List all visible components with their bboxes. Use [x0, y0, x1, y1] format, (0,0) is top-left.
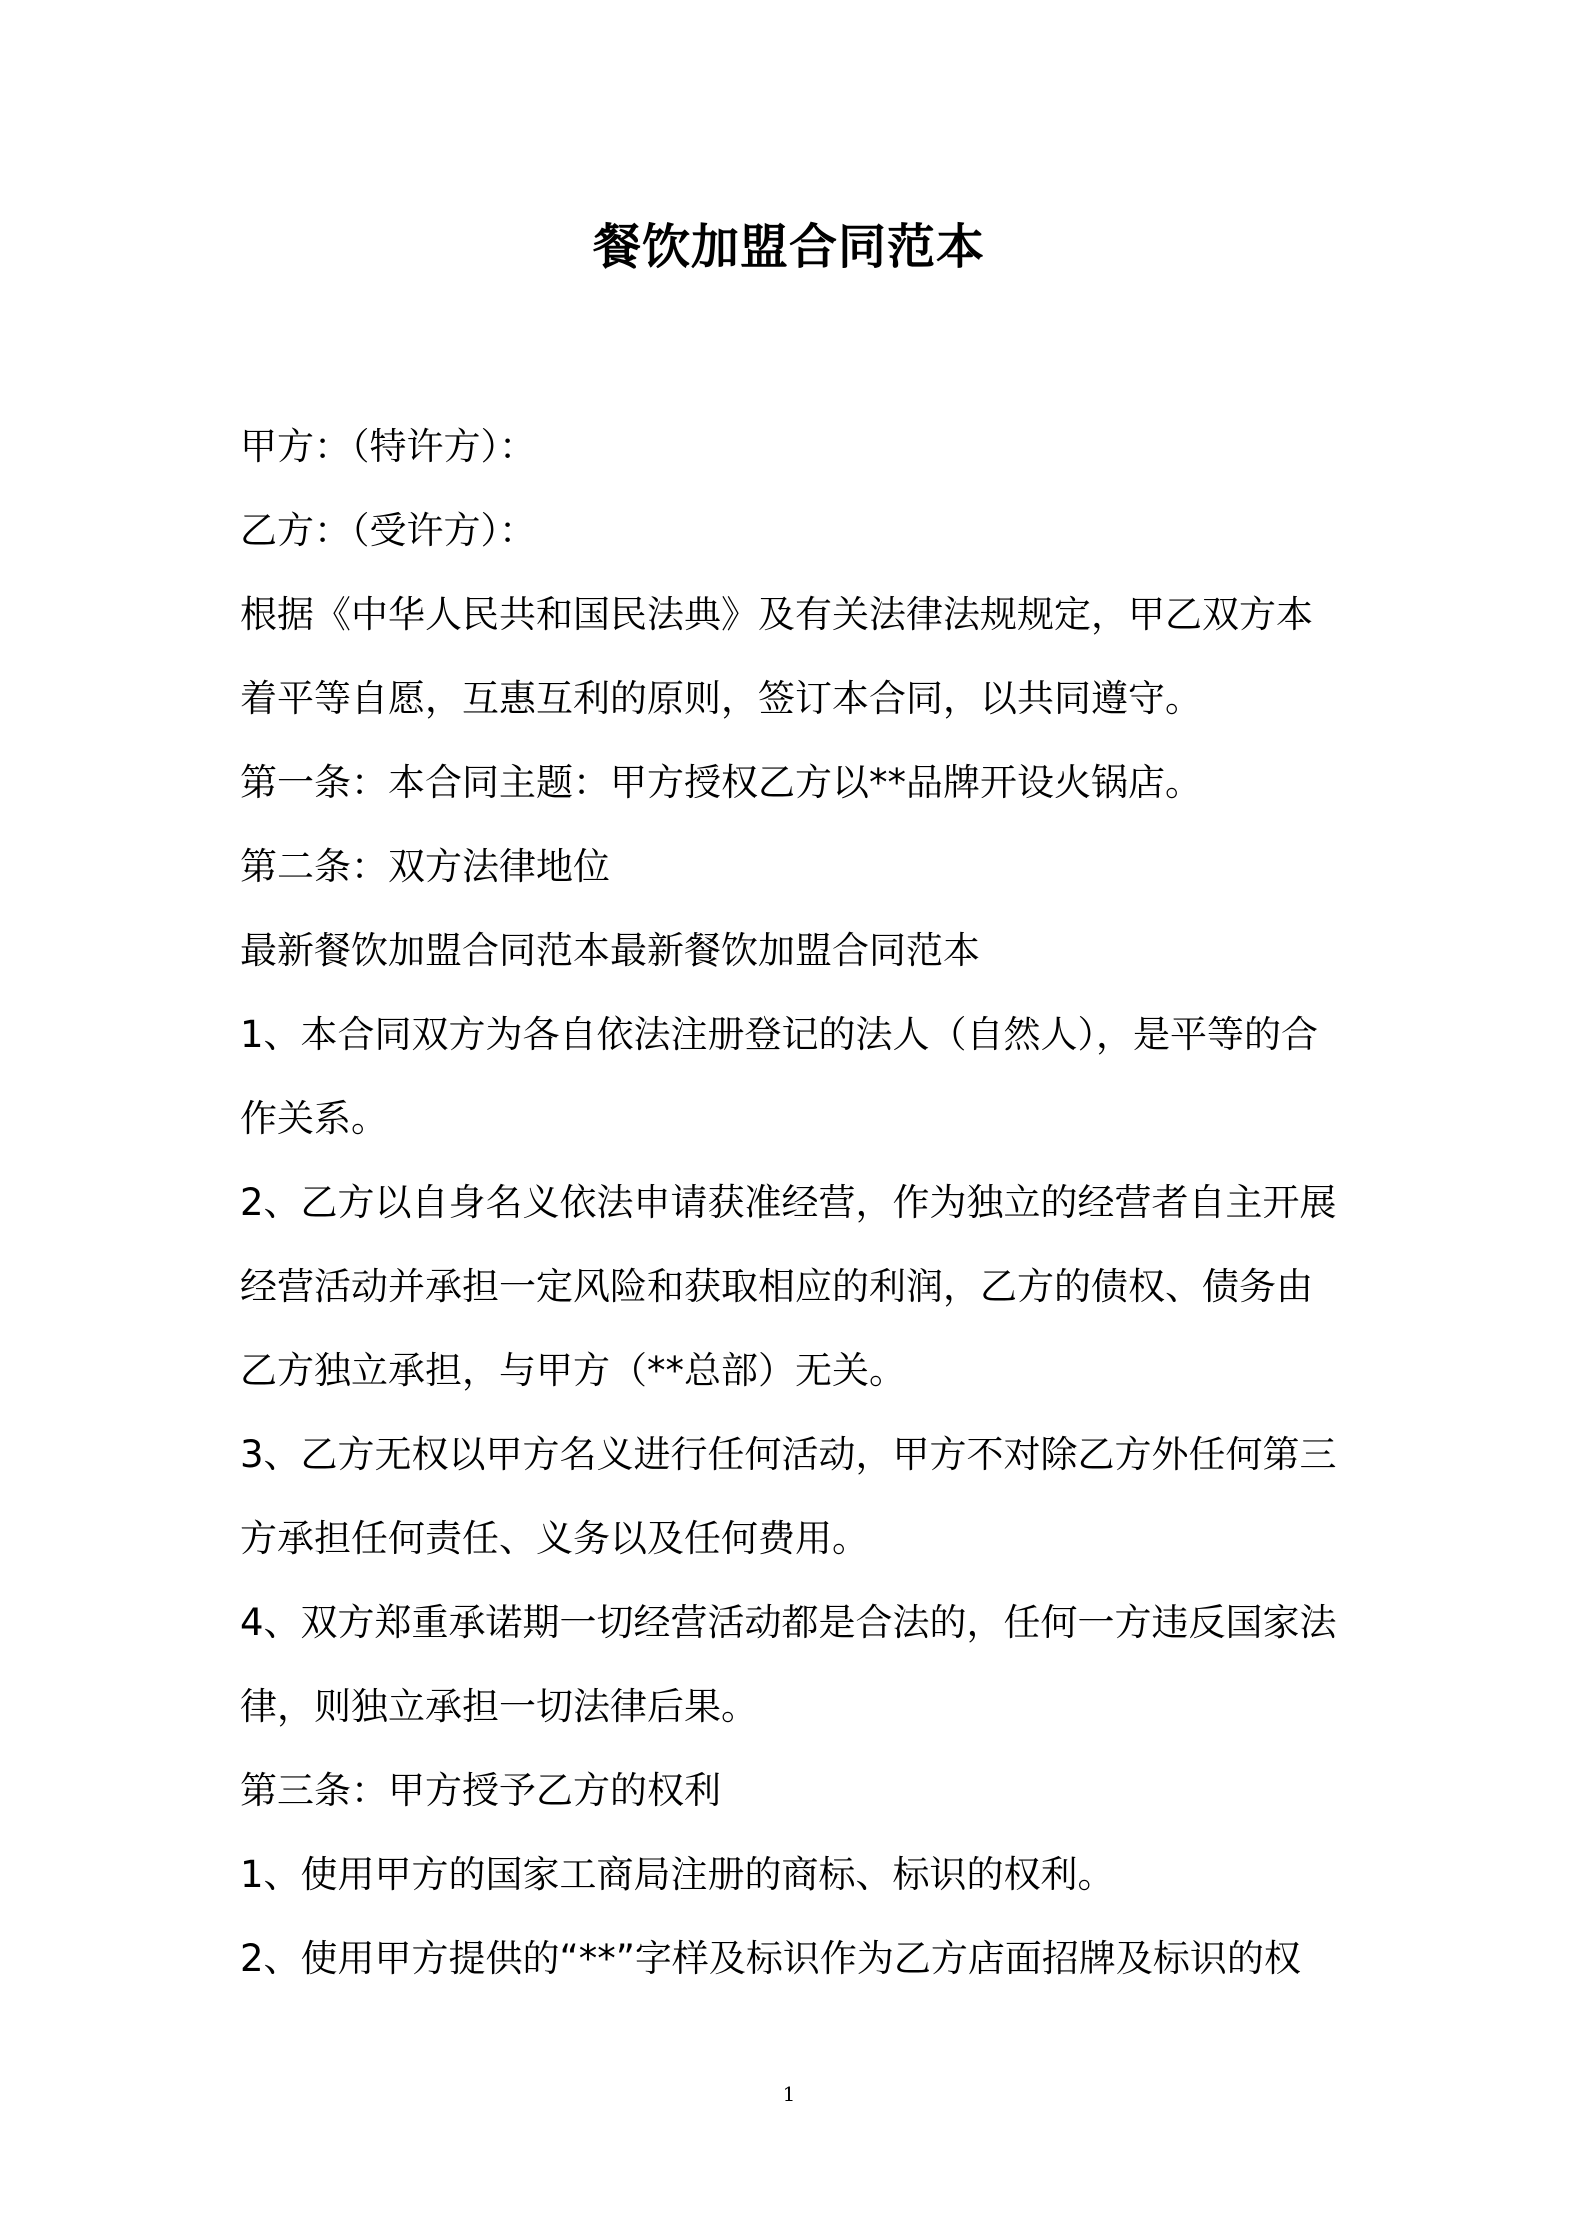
- document-body: [240, 405, 1360, 2001]
- text-line: 2、乙方以自身名义依法申请获准经营，作为独立的经营者自主开展: [240, 1181, 1337, 1224]
- text-line: 着平等自愿，互惠互利的原则，签订本合同，以共同遵守。: [240, 677, 1202, 720]
- text-line: 乙方：（受许方）：: [240, 509, 536, 552]
- text-line: 第二条：双方法律地位: [240, 845, 610, 888]
- text-line: 4、双方郑重承诺期一切经营活动都是合法的，任何一方违反国家法: [240, 1601, 1337, 1644]
- text-line: 经营活动并承担一定风险和获取相应的利润，乙方的债权、债务由: [240, 1265, 1313, 1308]
- text-line: 作关系。: [240, 1097, 388, 1140]
- text-line: 方承担任何责任、义务以及任何费用。: [240, 1517, 869, 1560]
- text-line: 第三条：甲方授予乙方的权利: [240, 1769, 721, 1812]
- text-line: 最新餐饮加盟合同范本最新餐饮加盟合同范本: [240, 929, 980, 972]
- text-line: 律，则独立承担一切法律后果。: [240, 1685, 758, 1728]
- text-line: 2、使用甲方提供的“**”字样及标识作为乙方店面招牌及标识的权: [240, 1937, 1301, 1980]
- text-line: 根据《中华人民共和国民法典》及有关法律法规规定，甲乙双方本: [240, 593, 1313, 636]
- text-line: 3、乙方无权以甲方名义进行任何活动，甲方不对除乙方外任何第三: [240, 1433, 1337, 1476]
- text-line: 乙方独立承担，与甲方（**总部）无关。: [240, 1349, 906, 1392]
- text-line: 1、本合同双方为各自依法注册登记的法人（自然人），是平等的合: [240, 1013, 1319, 1056]
- page-number: 1: [782, 2082, 796, 2106]
- text-line: 甲方：（特许方）：: [240, 425, 536, 468]
- text-line: 第一条：本合同主题：甲方授权乙方以**品牌开设火锅店。: [240, 761, 1202, 804]
- document-title: 餐饮加盟合同范本: [592, 219, 985, 275]
- text-line: 1、使用甲方的国家工商局注册的商标、标识的权利。: [240, 1853, 1115, 1896]
